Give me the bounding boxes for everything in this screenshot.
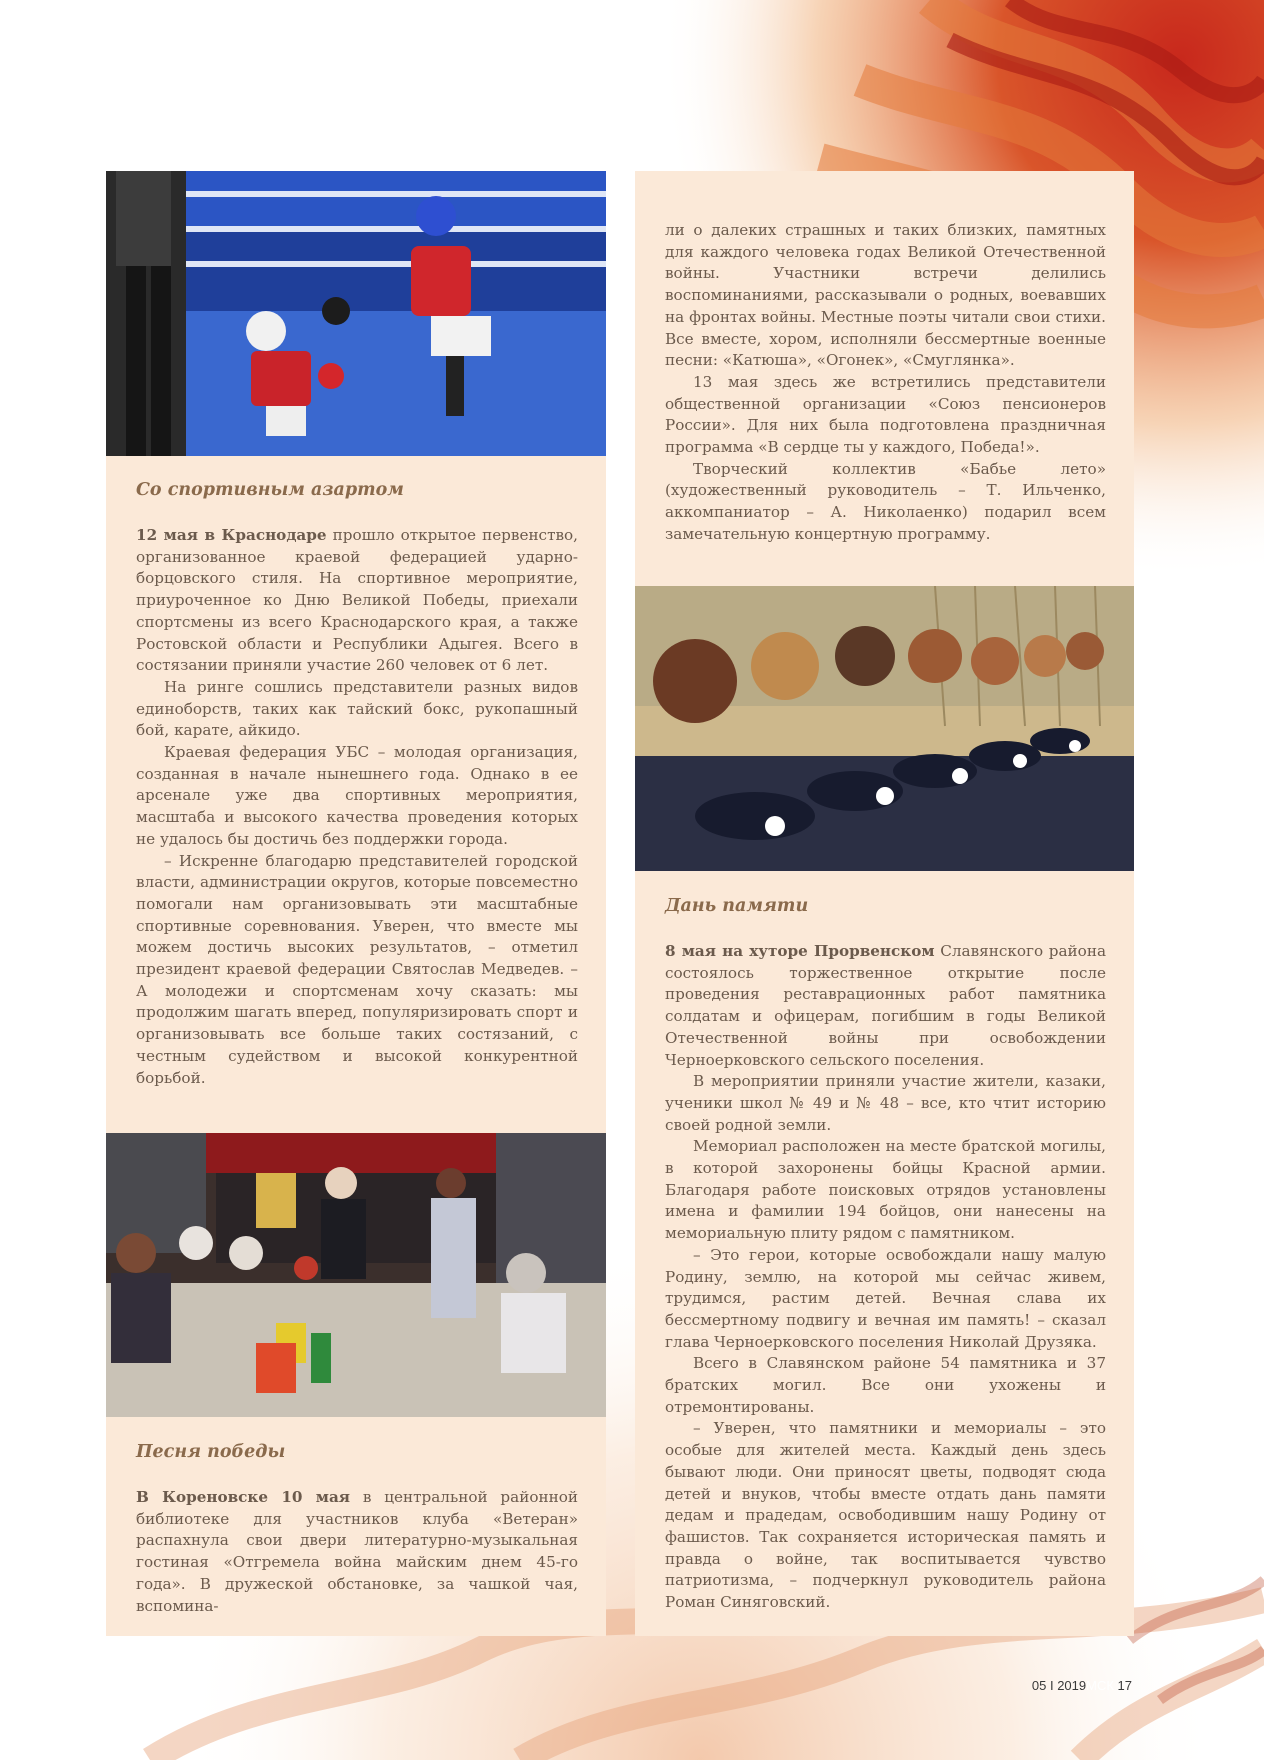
- lead-bold: 8 мая на хуторе Прорвенском: [665, 942, 935, 960]
- issue-year: 2019: [1057, 1678, 1087, 1693]
- paragraph: В мероприятии приняли участие жители, казаки, ученики школ № 49 и № 48 – все, кто чтит историю своей родной земли.: [665, 1072, 1106, 1134]
- paragraph: Творческий коллектив «Бабье лето» (художественный руководитель – Т. Ильченко, аккомпаниатор – А. Николаенко) подарил всем замечательную концертную программу.: [665, 459, 1106, 543]
- page-number: 17: [1117, 1678, 1132, 1693]
- section-title-memory: Дань памяти: [665, 896, 809, 916]
- photo-cadets-memorial: [635, 586, 1134, 871]
- right-column: [635, 171, 1134, 1636]
- issue-number: 05: [1031, 1678, 1047, 1693]
- paragraph: Мемориал расположен на месте братской могилы, в которой захоронены бойцы Красной армии. Благодаря работе поисковых отрядов установлены имена и фамилии 194 бойцов, они нанесены на мемориальную плиту рядом с памятником.: [665, 1137, 1106, 1243]
- paragraph: На ринге сошлись представители разных видов единоборств, таких как тайский бокс, рукопашный бой, карате, айкидо.: [136, 677, 578, 740]
- lead-text: прошло открытое первенство, организованное краевой федерацией ударно-борцовского стиля. На спортивное мероприятие, приуроченное ко Дню Великой Победы, приехали спортсмены из всего Краснодарского края, а также Ростовской области и Республики Адыгея. Всего в состязании приняли участие 260 человек от 6 лет.: [136, 526, 578, 675]
- article-text-song: [136, 1487, 578, 1617]
- article-text-sport: [136, 525, 578, 1089]
- article-text-memory: [665, 941, 1106, 1614]
- section-title-sport: Со спортивным азартом: [136, 480, 404, 500]
- left-column: [106, 171, 606, 1636]
- paragraph: 13 мая здесь же встретились представители общественной организации «Союз пенсионеров России». Для них была подготовлена праздничная программа «В сердце ты у каждого, Победа!».: [665, 372, 1106, 457]
- lead-bold: 12 мая в Краснодаре: [136, 526, 327, 544]
- paragraph: ли о далеких страшных и таких близких, памятных для каждого человека годах Великой Отечественной войны. Участники встречи делились воспоминаниями, рассказывали о родных, воевавших на фронтах войны. Местные поэты читали свои стихи. Все вместе, хором, исполняли бессмертные военные песни: «Катюша», «Огонек», «Смуглянка».: [665, 221, 1106, 370]
- photo-library-veterans: [106, 1133, 606, 1417]
- paragraph: – Это герои, которые освобождали нашу малую Родину, землю, на которой мы сейчас живем, трудимся, растим детей. Вечная слава их бессмертному подвигу и вечная им память! – сказал глава Черноерковского поселения Николай Друзяка.: [665, 1245, 1106, 1351]
- paragraph: – Уверен, что памятники и мемориалы – это особые для жителей места. Каждый день здесь бывают люди. Они приносят цветы, подводят сюда детей и внуков, чтобы вместе отдать дань памяти дедам и прадедам, освободившим нашу Родину от фашистов. Так сохраняется историческая память и правда о войне, так воспитывается чувство патриотизма, – подчеркнул руководитель района Роман Синяговский.: [665, 1419, 1106, 1612]
- article-text-song-continued: [665, 220, 1106, 546]
- magazine-name: МСК: [1086, 1678, 1114, 1693]
- lead-text: в центральной районной библиотеке для участников клуба «Ветеран» распахнула свои двери литературно-музыкальная гостиная «Отгремела война майским днем 45-го года». В дружеской обстановке, за чашкой чая, вспомина-: [136, 1488, 578, 1615]
- paragraph: Всего в Славянском районе 54 памятника и 37 братских могил. Все они ухожены и отремонтированы.: [665, 1354, 1106, 1416]
- paragraph: Краевая федерация УБС – молодая организация, созданная в начале нынешнего года. Однако в ее арсенале уже два спортивных мероприятия, масштаба и высокого качества проведения которых не удалось бы достичь без поддержки города.: [136, 743, 578, 848]
- section-title-song: Песня победы: [136, 1442, 286, 1462]
- photo-sport-ring: [106, 171, 606, 456]
- lead-text: Славянского района состоялось торжественное открытие после проведения реставрационных работ памятника солдатам и офицерам, погибшим в годы Великой Отечественной войны при освобождении Черноерковского сельского поселения.: [665, 942, 1107, 1069]
- page-footer: [1032, 1678, 1132, 1693]
- lead-bold: В Кореновске 10 мая: [136, 1488, 351, 1506]
- paragraph: – Искренне благодарю представителей городской власти, администрации округов, которые повсеместно помогали нам организовывать эти масштабные спортивные соревнования. Уверен, что вместе мы можем достичь высоких результатов, – отметил президент краевой федерации Святослав Медведев. – А молодежи и спортсменам хочу сказать: мы продолжим шагать вперед, популяризировать спорт и организовывать все больше таких состязаний, с честным судейством и высокой конкурентной борьбой.: [136, 851, 578, 1087]
- footer-separator: I: [1049, 1678, 1054, 1693]
